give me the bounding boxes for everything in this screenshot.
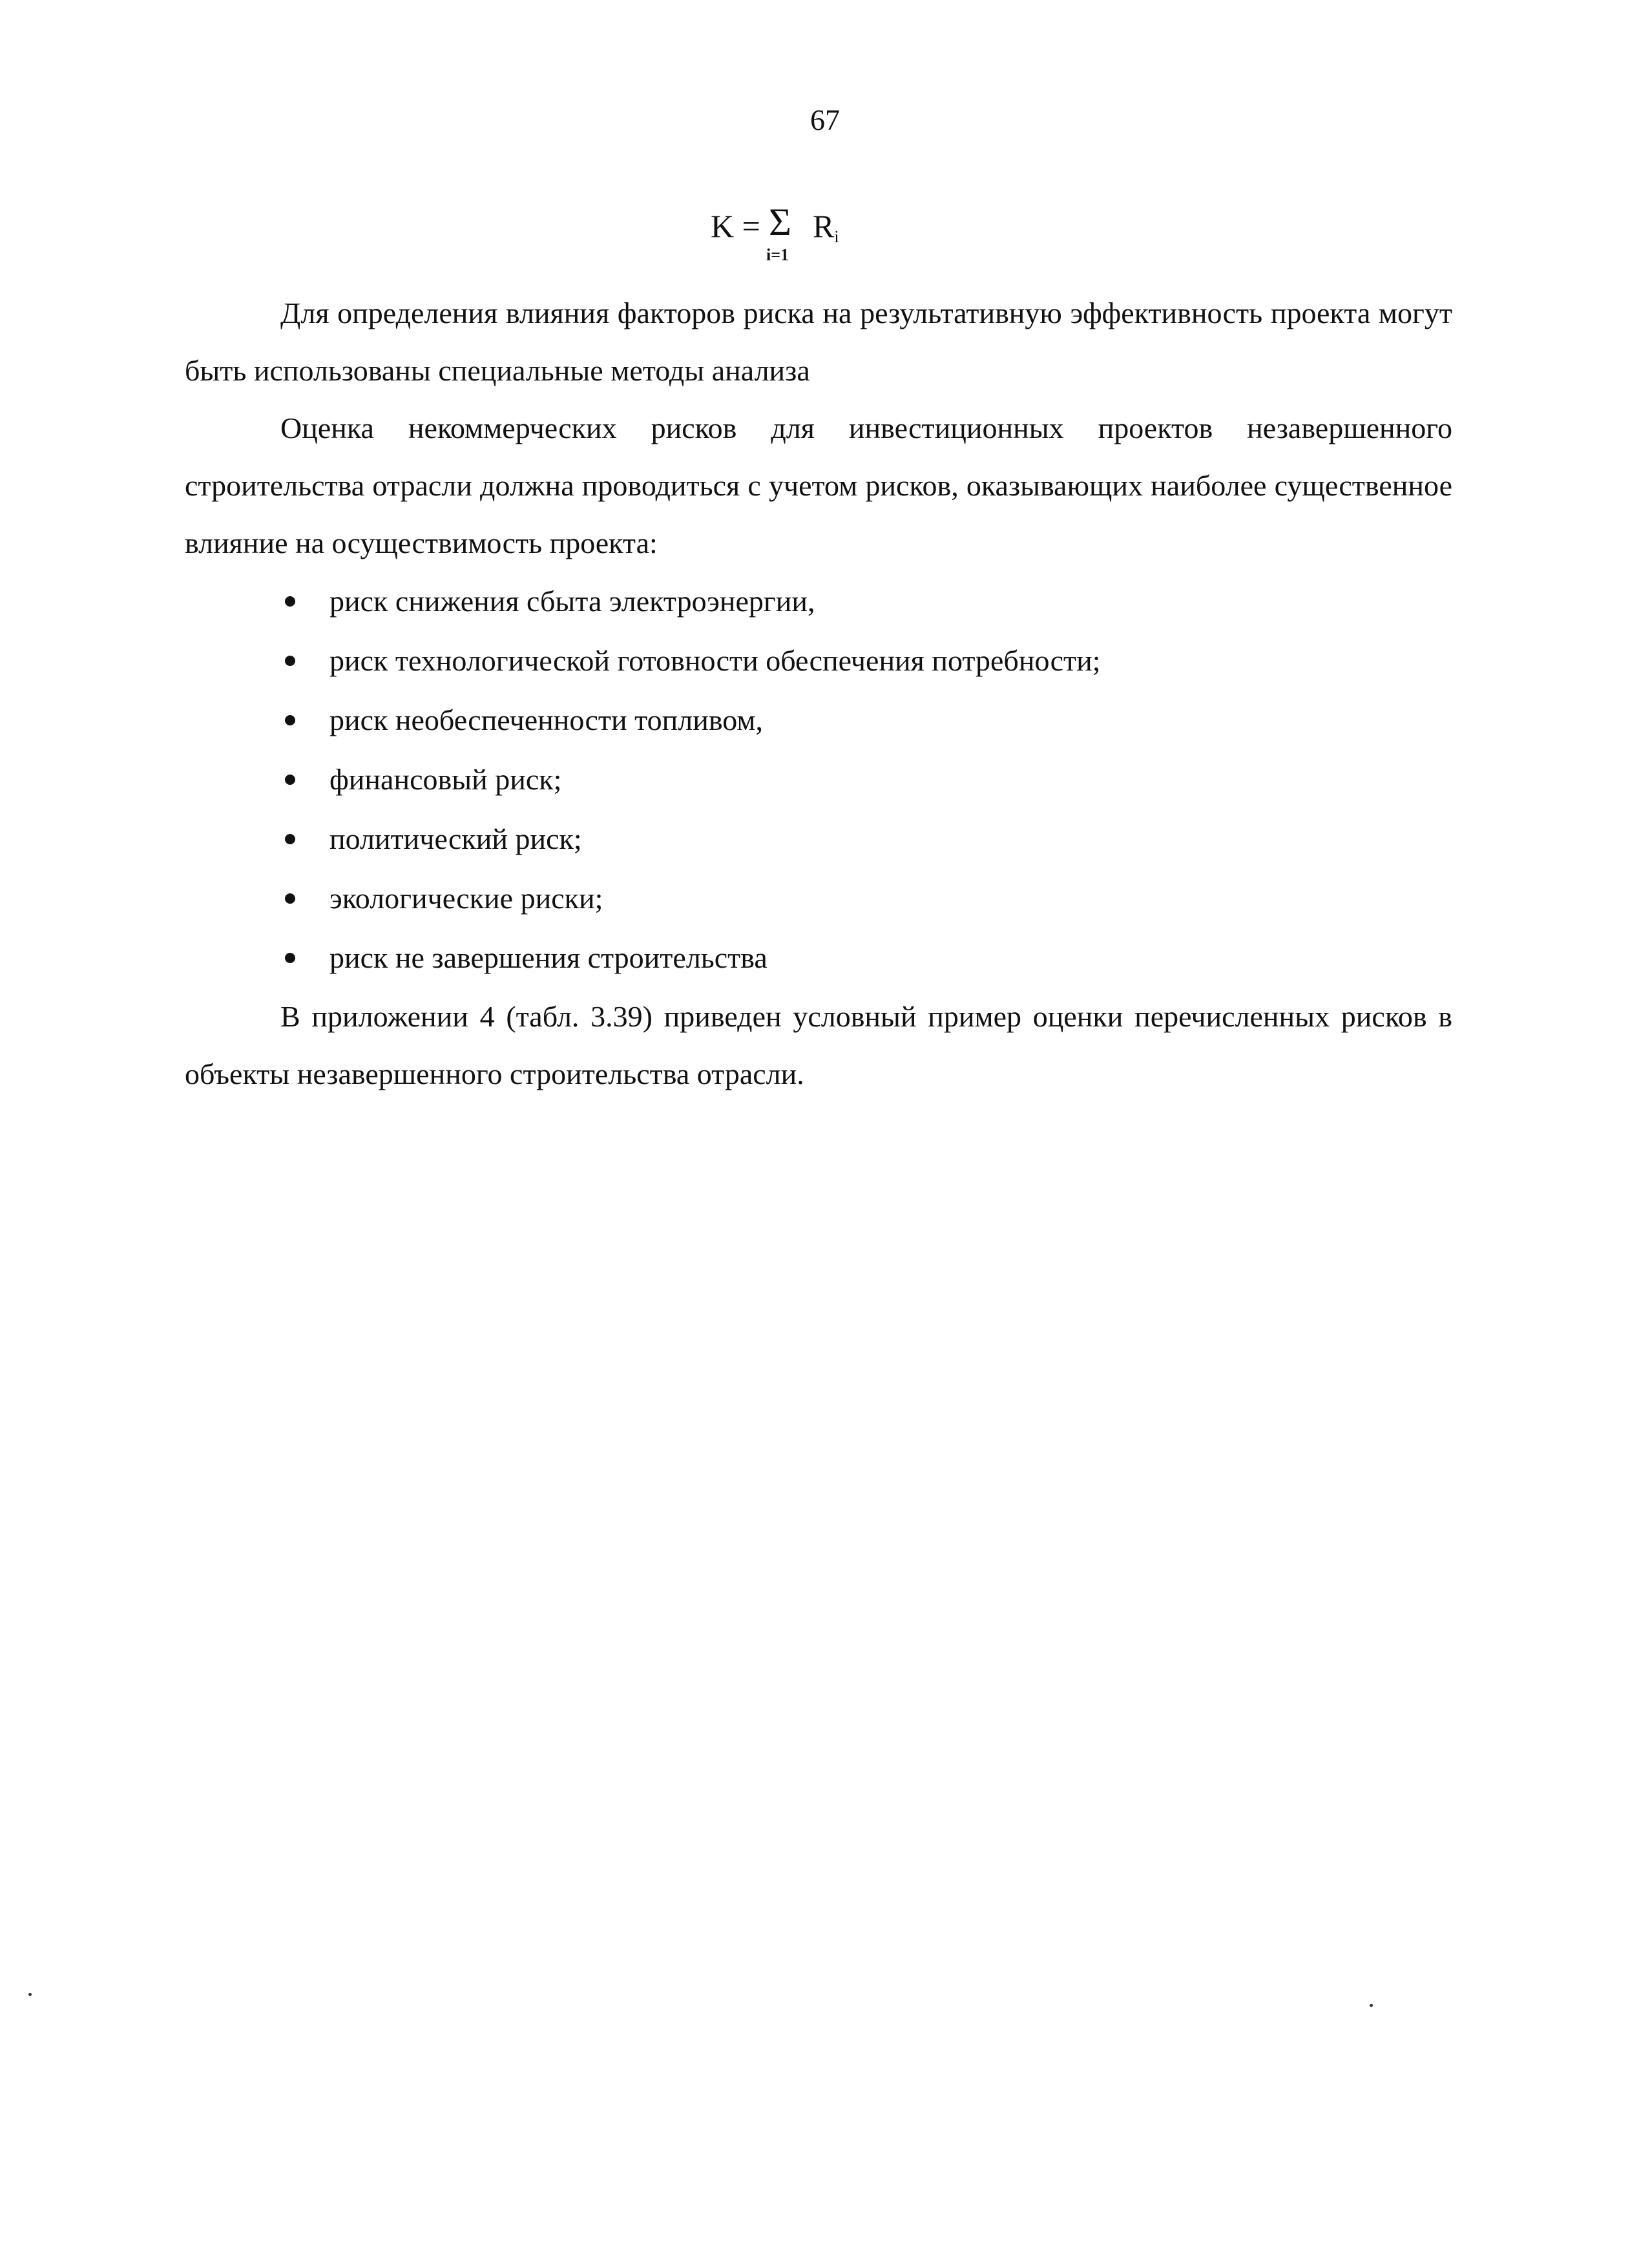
formula-term-letter: R [813, 208, 835, 244]
risk-list-item [185, 750, 1452, 809]
risk-list-item [185, 869, 1452, 928]
bullet-icon [285, 834, 295, 844]
risk-list-item [185, 572, 1452, 631]
risk-list-item-text: политический риск; [329, 822, 582, 855]
document-body [185, 284, 1452, 1103]
bullet-icon [285, 775, 295, 785]
scan-speck [28, 1993, 32, 1996]
formula-lhs: K = [711, 208, 760, 244]
risk-list-item-text: экологические риски; [329, 882, 603, 915]
risk-list-item-text: финансовый риск; [329, 763, 562, 796]
formula-lower-limit: i=1 [766, 245, 789, 264]
bullet-icon [285, 656, 295, 666]
risk-list-item [185, 691, 1452, 750]
scan-speck [1370, 2004, 1373, 2007]
formula-term-subscript: i [834, 227, 839, 246]
paragraph-risk-analysis: Для определения влияния факторов риска на результативную эффективность проекта могут быть использованы специальные методы анализа [185, 297, 1452, 387]
bullet-icon [285, 893, 295, 904]
risk-list-item-text: риск технологической готовности обеспечения потребности; [329, 644, 1101, 677]
risk-list-item [185, 928, 1452, 988]
risk-list-item [185, 809, 1452, 869]
formula-term [813, 205, 839, 258]
sum-formula [711, 201, 866, 276]
bullet-icon [285, 715, 295, 725]
risk-list-item [185, 631, 1452, 691]
risk-list-item-text: риск не завершения строительства [329, 941, 768, 974]
paragraph-noncommercial-risks: Оценка некоммерческих рисков для инвестиционных проектов незавершенного строительства отрасли должна проводиться с учетом рисков, оказывающих наиболее существенное влияние на осуществимость проекта: [185, 411, 1452, 559]
paragraph-appendix-reference: В приложении 4 (табл. 3.39) приведен условный пример оценки перечисленных рисков в объекты незавершенного строительства отрасли. [185, 1000, 1452, 1090]
risk-list [185, 572, 1452, 988]
risk-list-item-text: риск снижения сбыта электроэнергии, [329, 585, 815, 618]
bullet-icon [285, 596, 295, 607]
sigma-symbol: Σ [769, 201, 791, 244]
page-number: 67 [810, 103, 840, 136]
risk-list-item-text: риск необеспеченности топливом, [329, 703, 763, 736]
bullet-icon [285, 953, 295, 963]
